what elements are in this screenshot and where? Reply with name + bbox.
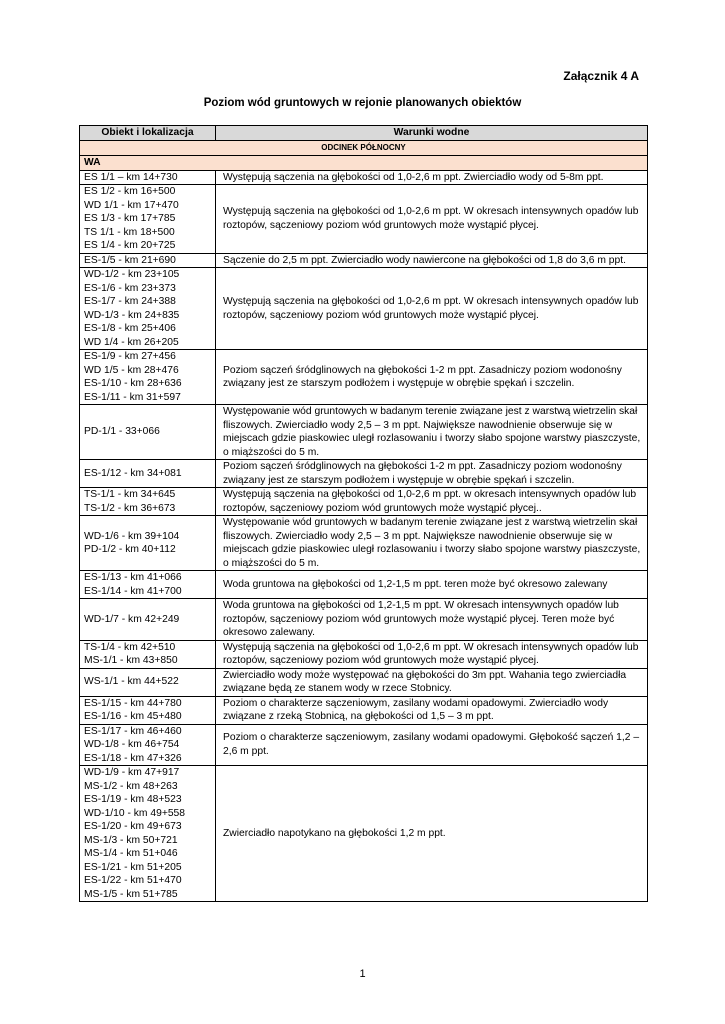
conditions-cell: Występują sączenia na głębokości od 1,0-2,6 m ppt. W okresach intensywnych opadów lub roztopów, sączeniowy poziom wód gruntowych może wystąpić płycej. <box>216 185 648 254</box>
table-row <box>80 724 648 766</box>
location-entry: ES-1/14 - km 41+700 <box>84 585 182 597</box>
location-entry: ES 1/3 - km 17+785 <box>84 213 176 224</box>
location-entry: MS-1/1 - km 43+850 <box>84 655 178 666</box>
page-number: 1 <box>359 968 366 980</box>
table-row <box>80 488 648 516</box>
conditions-cell: Występują sączenia na głębokości od 1,0-2,6 m ppt. W okresach intensywnych opadów lub roztopów, sączeniowy poziom wód gruntowych może wystąpić płycej. <box>216 268 648 350</box>
location-cell <box>80 460 216 488</box>
conditions-cell: Zwierciadło wody może występować na głębokości do 3m ppt. Wahania tego zwierciadła związane będą ze stanem wody w rzece Stobnicy. <box>216 668 648 696</box>
location-cell <box>80 185 216 254</box>
location-entry: WD-1/2 - km 23+105 <box>84 269 180 280</box>
table-row <box>80 516 648 571</box>
location-entry: WD-1/9 - km 47+917 <box>84 767 180 778</box>
column-header-conditions: Warunki wodne <box>216 126 648 141</box>
conditions-cell: Występują sączenia na głębokości od 1,0-2,6 m ppt. W okresach intensywnych opadów lub roztopów, sączeniowy poziom wód gruntowych może wystąpić płycej. <box>216 640 648 668</box>
location-entry: WD 1/5 - km 28+476 <box>84 364 179 376</box>
location-entry: WD 1/4 - km 26+205 <box>84 336 179 348</box>
section-label: ODCINEK PÓŁNOCNY <box>80 141 648 156</box>
location-entry: ES 1/4 - km 20+725 <box>84 240 176 251</box>
table-row <box>80 350 648 405</box>
annex-label: Załącznik 4 A <box>563 69 639 83</box>
location-entry: TS-1/1 - km 34+645 <box>84 489 176 500</box>
location-entry: ES-1/21 - km 51+205 <box>84 861 182 873</box>
conditions-cell: Poziom o charakterze sączeniowym, zasilany wodami opadowymi. Zwierciadło wody związane z rzeką Stobnicą, na głębokości od 1,5 – 3 m ppt. <box>216 696 648 724</box>
table-row <box>80 253 648 268</box>
conditions-cell: Występowanie wód gruntowych w badanym terenie związane jest z warstwą wietrzelin skał fliszowych. Zwierciadło wody 2,5 – 3 m ppt. Największe nawodnienie obserwuje się w miejscach gdzie piaskowiec uległ rozlasowaniu i tworzy słabo spojone warstwy piaszczyste, o miąższości do 5 m. <box>216 516 648 571</box>
location-cell <box>80 268 216 350</box>
location-entry: WS-1/1 - km 44+522 <box>84 676 179 688</box>
location-cell <box>80 724 216 766</box>
conditions-cell: Woda gruntowa na głębokości od 1,2-1,5 m ppt. teren może być okresowo zalewany <box>216 571 648 599</box>
table-row <box>80 599 648 641</box>
location-entry: MS-1/5 - km 51+785 <box>84 888 178 900</box>
location-entry: WD-1/8 - km 46+754 <box>84 739 180 750</box>
location-cell <box>80 253 216 268</box>
table-row <box>80 668 648 696</box>
location-entry: ES-1/15 - km 44+780 <box>84 697 182 709</box>
location-entry: MS-1/2 - km 48+263 <box>84 780 178 792</box>
location-entry: ES-1/8 - km 25+406 <box>84 323 176 334</box>
groundwater-table <box>79 125 648 902</box>
location-entry: WD-1/3 - km 24+835 <box>84 309 180 321</box>
location-entry: TS 1/1 - km 18+500 <box>84 226 175 238</box>
section-row <box>80 141 648 156</box>
location-entry: ES 1/1 – km 14+730 <box>84 171 178 183</box>
location-cell <box>80 170 216 185</box>
table-row <box>80 185 648 254</box>
location-entry: PD-1/1 - 33+066 <box>84 426 160 438</box>
location-entry: ES-1/10 - km 28+636 <box>84 378 182 389</box>
table-row <box>80 268 648 350</box>
conditions-cell: Występowanie wód gruntowych w badanym terenie związane jest z warstwą wietrzelin skał fliszowych. Zwierciadło wody 2,5 – 3 m ppt. Największe nawodnienie obserwuje się w miejscach gdzie piaskowiec uległ rozlasowaniu i tworzy słabo spojone warstwy piaszczyste, o miąższości do 5 m. <box>216 405 648 460</box>
conditions-cell: Sączenie do 2,5 m ppt. Zwierciadło wody nawiercone na głębokości od 1,8 do 3,6 m ppt. <box>216 253 648 268</box>
conditions-cell: Zwierciadło napotykano na głębokości 1,2 m ppt. <box>216 766 648 902</box>
location-entry: ES-1/9 - km 27+456 <box>84 351 176 362</box>
location-entry: WD 1/1 - km 17+470 <box>84 199 179 211</box>
conditions-cell: Woda gruntowa na głębokości od 1,2-1,5 m ppt. W okresach intensywnych opadów lub roztopów, sączeniowy poziom wód gruntowych może wystąpić płycej. Teren może być okresowo zalewany. <box>216 599 648 641</box>
location-entry: MS-1/3 - km 50+721 <box>84 834 178 846</box>
table-row <box>80 460 648 488</box>
group-row <box>80 155 648 170</box>
location-entry: PD-1/2 - km 40+112 <box>84 544 176 555</box>
location-entry: ES-1/17 - km 46+460 <box>84 725 182 737</box>
location-entry: ES-1/19 - km 48+523 <box>84 794 182 805</box>
location-entry: TS-1/2 - km 36+673 <box>84 502 176 514</box>
table-row <box>80 405 648 460</box>
location-entry: ES-1/5 - km 21+690 <box>84 254 176 266</box>
location-cell <box>80 640 216 668</box>
location-cell <box>80 516 216 571</box>
location-entry: ES-1/22 - km 51+470 <box>84 875 182 886</box>
location-cell <box>80 668 216 696</box>
table-row <box>80 696 648 724</box>
group-label: WA <box>80 155 648 170</box>
conditions-cell: Poziom sączeń śródglinowych na głębokości 1-2 m ppt. Zasadniczy poziom wodonośny związany jest ze starszym podłożem i występuje w obrębie spękań i szczelin. <box>216 460 648 488</box>
location-entry: ES-1/6 - km 23+373 <box>84 282 176 294</box>
conditions-cell: Poziom sączeń śródglinowych na głębokości 1-2 m ppt. Zasadniczy poziom wodonośny związany jest ze starszym podłożem i występuje w obrębie spękań i szczelin. <box>216 350 648 405</box>
conditions-cell: Poziom o charakterze sączeniowym, zasilany wodami opadowymi. Głębokość sączeń 1,2 – 2,6 m ppt. <box>216 724 648 766</box>
conditions-cell: Występują sączenia na głębokości od 1,0-2,6 m ppt. Zwierciadło wody od 5-8m ppt. <box>216 170 648 185</box>
location-entry: ES-1/12 - km 34+081 <box>84 467 182 479</box>
table-row <box>80 766 648 902</box>
location-cell <box>80 766 216 902</box>
location-entry: ES-1/13 - km 41+066 <box>84 572 182 583</box>
location-entry: MS-1/4 - km 51+046 <box>84 848 178 859</box>
location-entry: WD-1/6 - km 39+104 <box>84 530 180 542</box>
location-cell <box>80 599 216 641</box>
location-cell <box>80 571 216 599</box>
location-entry: ES-1/7 - km 24+388 <box>84 296 176 307</box>
location-entry: ES-1/20 - km 49+673 <box>84 821 182 832</box>
table-header-row <box>80 126 648 141</box>
location-entry: ES-1/18 - km 47+326 <box>84 752 182 764</box>
column-header-location: Obiekt i lokalizacja <box>80 126 216 141</box>
page-title: Poziom wód gruntowych w rejonie planowanych obiektów <box>203 97 522 109</box>
location-entry: WD-1/10 - km 49+558 <box>84 807 186 819</box>
location-entry: ES-1/11 - km 31+597 <box>84 391 181 403</box>
location-entry: ES 1/2 - km 16+500 <box>84 186 176 197</box>
location-entry: TS-1/4 - km 42+510 <box>84 641 176 653</box>
location-cell <box>80 350 216 405</box>
location-entry: ES-1/16 - km 45+480 <box>84 711 182 722</box>
location-cell <box>80 696 216 724</box>
table-row <box>80 170 648 185</box>
table-row <box>80 571 648 599</box>
location-entry: WD-1/7 - km 42+249 <box>84 613 180 625</box>
location-cell <box>80 405 216 460</box>
conditions-cell: Występują sączenia na głębokości od 1,0-2,6 m ppt. w okresach intensywnych opadów lub roztopów, sączeniowy poziom wód gruntowych może wystąpić płycej.. <box>216 488 648 516</box>
location-cell <box>80 488 216 516</box>
table-row <box>80 640 648 668</box>
